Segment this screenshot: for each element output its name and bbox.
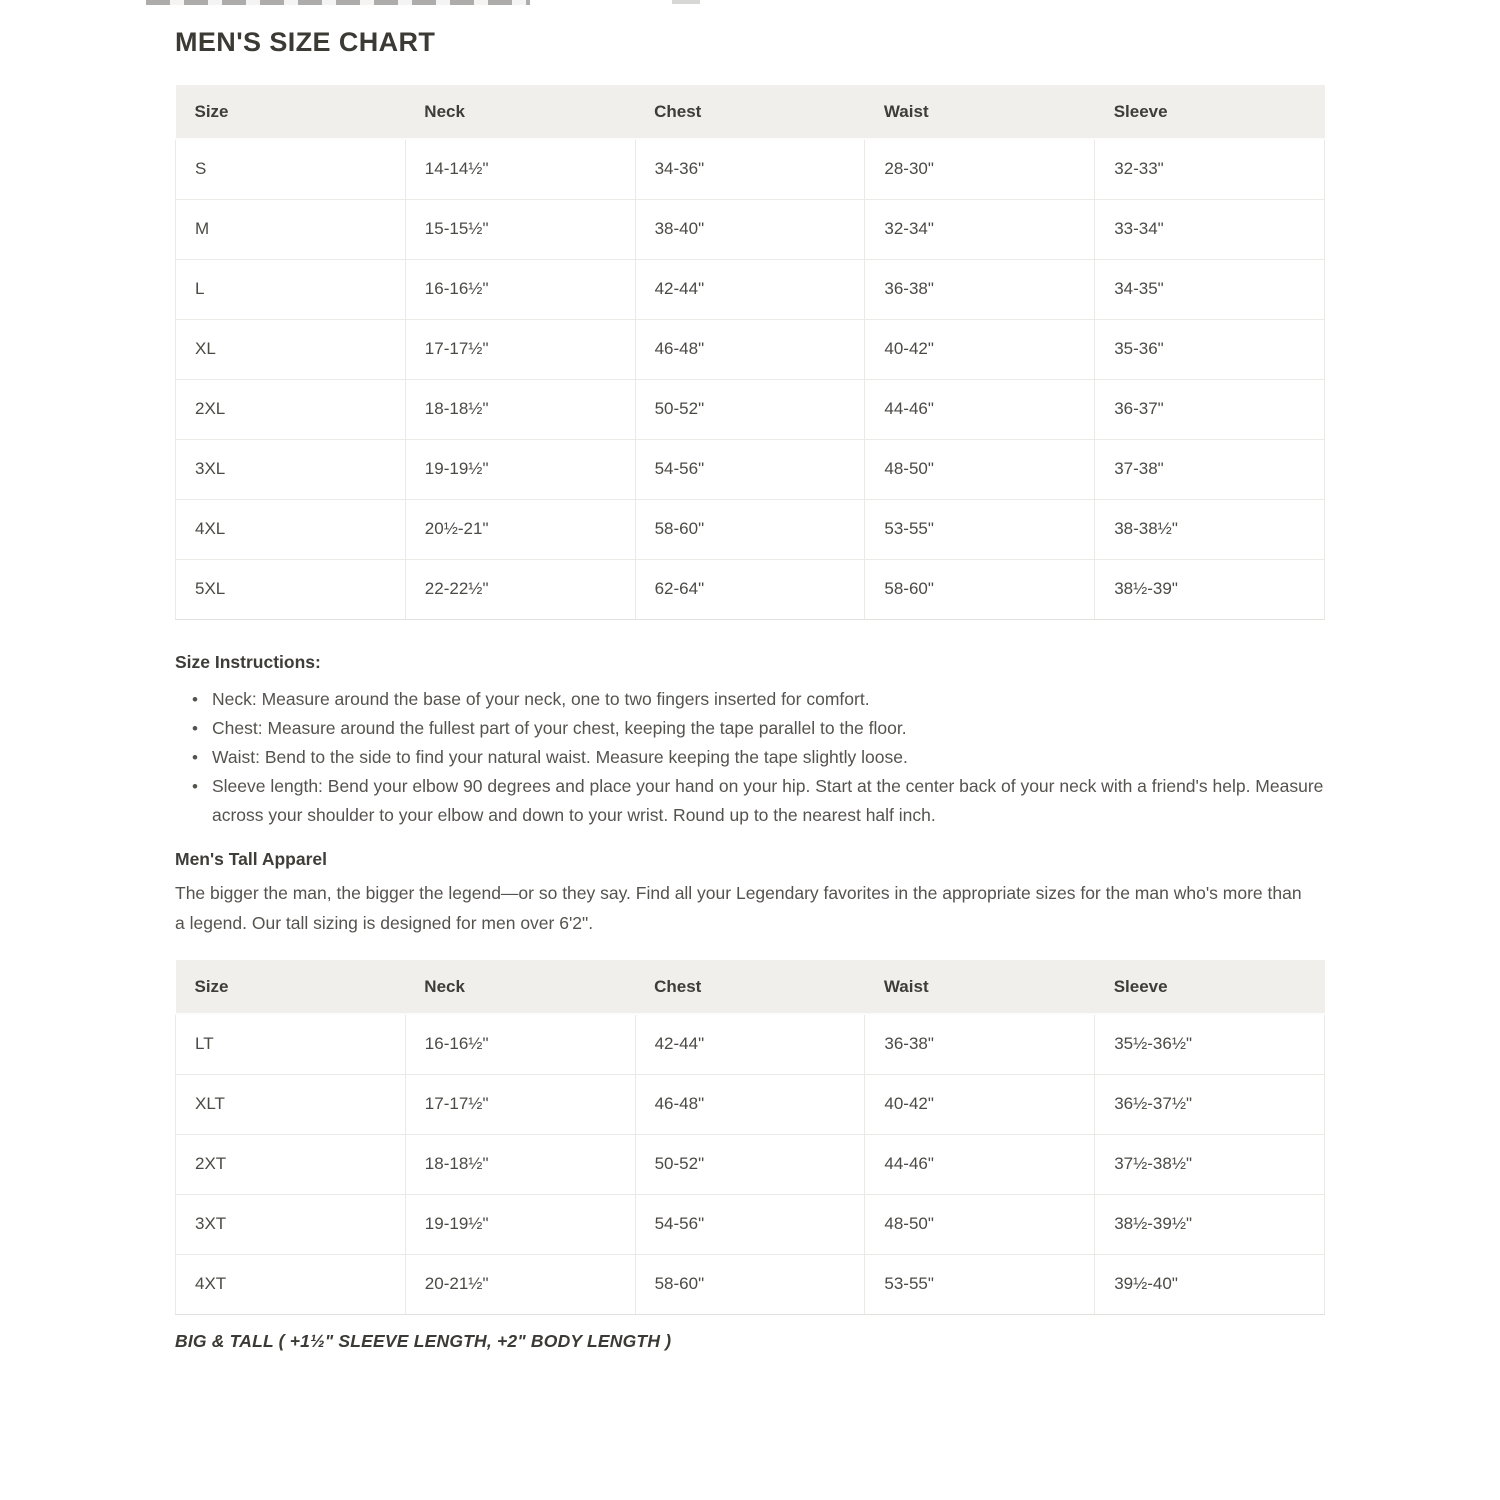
table-row — [176, 559, 1325, 619]
table-row — [176, 1014, 1325, 1074]
table-row — [176, 139, 1325, 199]
instruction-item: • Waist: Bend to the side to find your natural waist. Measure keeping the tape slightly loose. — [175, 743, 1325, 772]
size-cell: 2XT — [176, 1134, 406, 1194]
measurement-cell: 39½-40" — [1095, 1254, 1325, 1314]
table-header-row — [176, 85, 1325, 139]
big-and-tall-note: BIG & TALL ( +1½" SLEEVE LENGTH, +2" BODY LENGTH ) — [175, 1331, 672, 1351]
measurement-cell: 40-42" — [865, 1074, 1095, 1134]
mens-size-table — [175, 85, 1325, 620]
measurement-cell: 54-56" — [635, 1194, 865, 1254]
table-row — [176, 1134, 1325, 1194]
column-header: Neck — [405, 960, 635, 1014]
column-header: Size — [176, 85, 406, 139]
size-cell: XL — [176, 319, 406, 379]
measurement-cell: 22-22½" — [405, 559, 635, 619]
size-instructions-section — [175, 652, 1325, 830]
measurement-cell: 44-46" — [865, 1134, 1095, 1194]
measurement-cell: 38-38½" — [1095, 499, 1325, 559]
size-cell: S — [176, 139, 406, 199]
measurement-cell: 20-21½" — [405, 1254, 635, 1314]
table-row — [176, 1074, 1325, 1134]
measurement-cell: 14-14½" — [405, 139, 635, 199]
size-instructions-heading: Size Instructions: — [175, 652, 321, 672]
measurement-cell: 53-55" — [865, 1254, 1095, 1314]
table-row — [176, 439, 1325, 499]
column-header: Sleeve — [1095, 85, 1325, 139]
measurement-cell: 38½-39" — [1095, 559, 1325, 619]
measurement-cell: 46-48" — [635, 1074, 865, 1134]
page-title: MEN'S SIZE CHART — [175, 27, 436, 57]
size-cell: 2XL — [176, 379, 406, 439]
measurement-cell: 40-42" — [865, 319, 1095, 379]
measurement-cell: 50-52" — [635, 1134, 865, 1194]
instruction-item: • Sleeve length: Bend your elbow 90 degrees and place your hand on your hip. Start at the center back of your neck with a friend's help. Measure across your shoulder to your elbow and down to your wrist. Round up to the nearest half inch. — [175, 772, 1325, 830]
measurement-cell: 16-16½" — [405, 1014, 635, 1074]
measurement-cell: 32-33" — [1095, 139, 1325, 199]
measurement-cell: 54-56" — [635, 439, 865, 499]
measurement-cell: 18-18½" — [405, 1134, 635, 1194]
instruction-item: • Neck: Measure around the base of your neck, one to two fingers inserted for comfort. — [175, 685, 1325, 714]
column-header: Chest — [635, 960, 865, 1014]
tall-apparel-description: The bigger the man, the bigger the legend—or so they say. Find all your Legendary favorites in the appropriate sizes for the man who's more than a legend. Our tall sizing is designed for men over 6'2". — [175, 883, 1302, 933]
measurement-cell: 46-48" — [635, 319, 865, 379]
table-row — [176, 199, 1325, 259]
table-row — [176, 1194, 1325, 1254]
measurement-cell: 35-36" — [1095, 319, 1325, 379]
measurement-cell: 17-17½" — [405, 1074, 635, 1134]
mens-tall-size-table — [175, 960, 1325, 1315]
measurement-cell: 37-38" — [1095, 439, 1325, 499]
mens-size-table-body — [176, 139, 1325, 619]
measurement-cell: 19-19½" — [405, 1194, 635, 1254]
column-header: Chest — [635, 85, 865, 139]
measurement-cell: 36½-37½" — [1095, 1074, 1325, 1134]
column-header: Waist — [865, 85, 1095, 139]
measurement-cell: 50-52" — [635, 379, 865, 439]
measurement-cell: 20½-21" — [405, 499, 635, 559]
measurement-cell: 33-34" — [1095, 199, 1325, 259]
tall-apparel-heading: Men's Tall Apparel — [175, 849, 327, 869]
mens-size-table-header — [176, 85, 1325, 139]
table-row — [176, 319, 1325, 379]
measurement-cell: 15-15½" — [405, 199, 635, 259]
column-header: Size — [176, 960, 406, 1014]
cropped-text-fragment — [672, 0, 700, 4]
measurement-cell: 53-55" — [865, 499, 1095, 559]
measurement-cell: 37½-38½" — [1095, 1134, 1325, 1194]
measurement-cell: 18-18½" — [405, 379, 635, 439]
column-header: Sleeve — [1095, 960, 1325, 1014]
table-row — [176, 379, 1325, 439]
size-cell: 3XT — [176, 1194, 406, 1254]
measurement-cell: 34-35" — [1095, 259, 1325, 319]
measurement-cell: 58-60" — [635, 499, 865, 559]
tall-apparel-section — [175, 849, 1310, 938]
measurement-cell: 38-40" — [635, 199, 865, 259]
measurement-cell: 42-44" — [635, 259, 865, 319]
size-cell: 4XL — [176, 499, 406, 559]
column-header: Neck — [405, 85, 635, 139]
measurement-cell: 34-36" — [635, 139, 865, 199]
measurement-cell: 48-50" — [865, 439, 1095, 499]
mens-tall-size-table-header — [176, 960, 1325, 1014]
size-cell: 5XL — [176, 559, 406, 619]
cropped-text-fragment — [146, 0, 530, 5]
instruction-item: • Chest: Measure around the fullest part of your chest, keeping the tape parallel to the floor. — [175, 714, 1325, 743]
measurement-cell: 44-46" — [865, 379, 1095, 439]
measurement-cell: 16-16½" — [405, 259, 635, 319]
measurement-cell: 36-37" — [1095, 379, 1325, 439]
size-cell: 4XT — [176, 1254, 406, 1314]
table-header-row — [176, 960, 1325, 1014]
size-cell: L — [176, 259, 406, 319]
measurement-cell: 58-60" — [865, 559, 1095, 619]
table-row — [176, 499, 1325, 559]
measurement-cell: 62-64" — [635, 559, 865, 619]
size-cell: 3XL — [176, 439, 406, 499]
measurement-cell: 35½-36½" — [1095, 1014, 1325, 1074]
mens-tall-size-table-body — [176, 1014, 1325, 1314]
measurement-cell: 38½-39½" — [1095, 1194, 1325, 1254]
table-row — [176, 259, 1325, 319]
measurement-cell: 42-44" — [635, 1014, 865, 1074]
measurement-cell: 48-50" — [865, 1194, 1095, 1254]
measurement-cell: 32-34" — [865, 199, 1095, 259]
measurement-cell: 28-30" — [865, 139, 1095, 199]
table-row — [176, 1254, 1325, 1314]
size-instructions-list — [175, 685, 1325, 830]
column-header: Waist — [865, 960, 1095, 1014]
measurement-cell: 19-19½" — [405, 439, 635, 499]
size-cell: XLT — [176, 1074, 406, 1134]
measurement-cell: 36-38" — [865, 259, 1095, 319]
size-cell: LT — [176, 1014, 406, 1074]
measurement-cell: 36-38" — [865, 1014, 1095, 1074]
measurement-cell: 17-17½" — [405, 319, 635, 379]
measurement-cell: 58-60" — [635, 1254, 865, 1314]
size-cell: M — [176, 199, 406, 259]
